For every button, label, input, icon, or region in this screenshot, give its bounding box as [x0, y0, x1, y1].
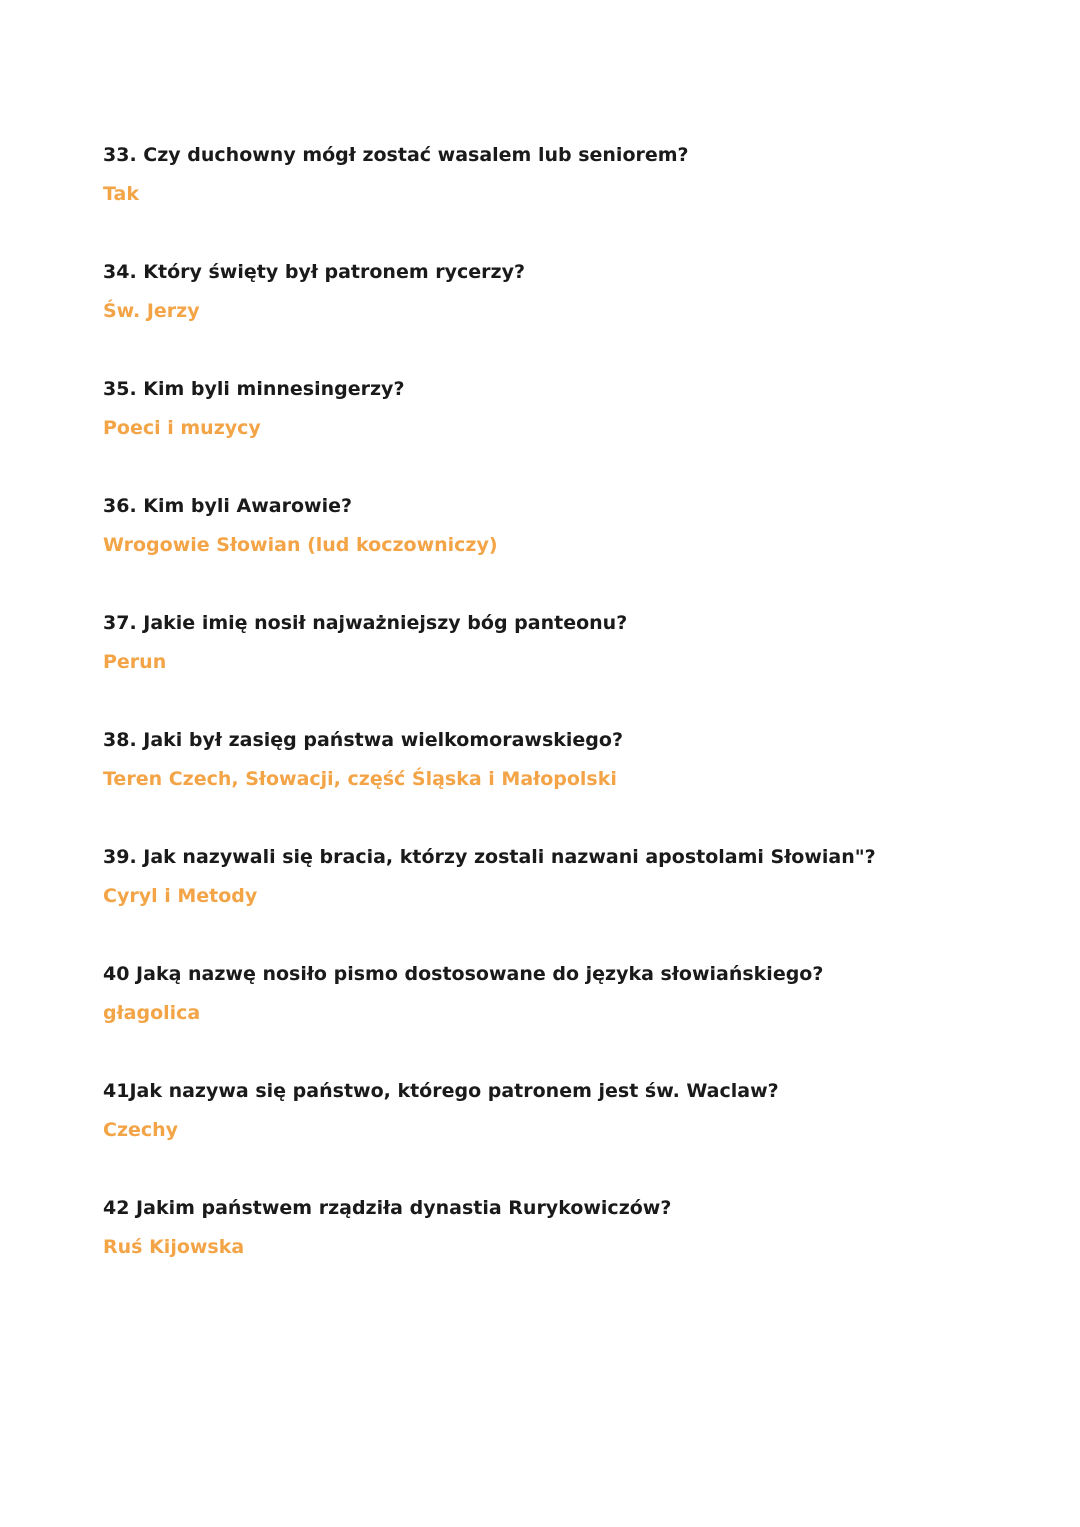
answer-text: Teren Czech, Słowacji, część Śląska i Małopolski: [103, 768, 617, 790]
qa-item: [103, 141, 1003, 258]
question-text: 34. Który święty był patronem rycerzy?: [103, 261, 525, 283]
answer-text: Perun: [103, 651, 167, 673]
question-text: 38. Jaki był zasięg państwa wielkomorawskiego?: [103, 729, 623, 751]
answer-text: Tak: [103, 183, 139, 205]
question-text: 35. Kim byli minnesingerzy?: [103, 378, 405, 400]
answer-text: Poeci i muzycy: [103, 417, 261, 439]
question-text: 42 Jakim państwem rządziła dynastia Rurykowiczów?: [103, 1197, 672, 1219]
qa-item: [103, 492, 1003, 609]
qa-item: [103, 726, 1003, 843]
qa-item: [103, 843, 1003, 960]
question-text: 36. Kim byli Awarowie?: [103, 495, 353, 517]
question-text: 37. Jakie imię nosił najważniejszy bóg panteonu?: [103, 612, 628, 634]
question-text: 40 Jaką nazwę nosiło pismo dostosowane do języka słowiańskiego?: [103, 963, 824, 985]
answer-text: Czechy: [103, 1119, 179, 1141]
question-text: 41Jak nazywa się państwo, którego patronem jest św. Waclaw?: [103, 1080, 779, 1102]
answer-text: Św. Jerzy: [103, 300, 200, 322]
question-text: 33. Czy duchowny mógł zostać wasalem lub seniorem?: [103, 144, 689, 166]
answer-text: głagolica: [103, 1002, 201, 1024]
qa-list: [103, 141, 1003, 1311]
qa-item: [103, 1077, 1003, 1194]
qa-item: [103, 375, 1003, 492]
qa-item: [103, 960, 1003, 1077]
question-text: 39. Jak nazywali się bracia, którzy zostali nazwani apostolami Słowian"?: [103, 846, 876, 868]
answer-text: Wrogowie Słowian (lud koczowniczy): [103, 534, 498, 556]
answer-text: Cyryl i Metody: [103, 885, 258, 907]
answer-text: Ruś Kijowska: [103, 1236, 245, 1258]
qa-item: [103, 258, 1003, 375]
qa-item: [103, 1194, 1003, 1311]
qa-item: [103, 609, 1003, 726]
